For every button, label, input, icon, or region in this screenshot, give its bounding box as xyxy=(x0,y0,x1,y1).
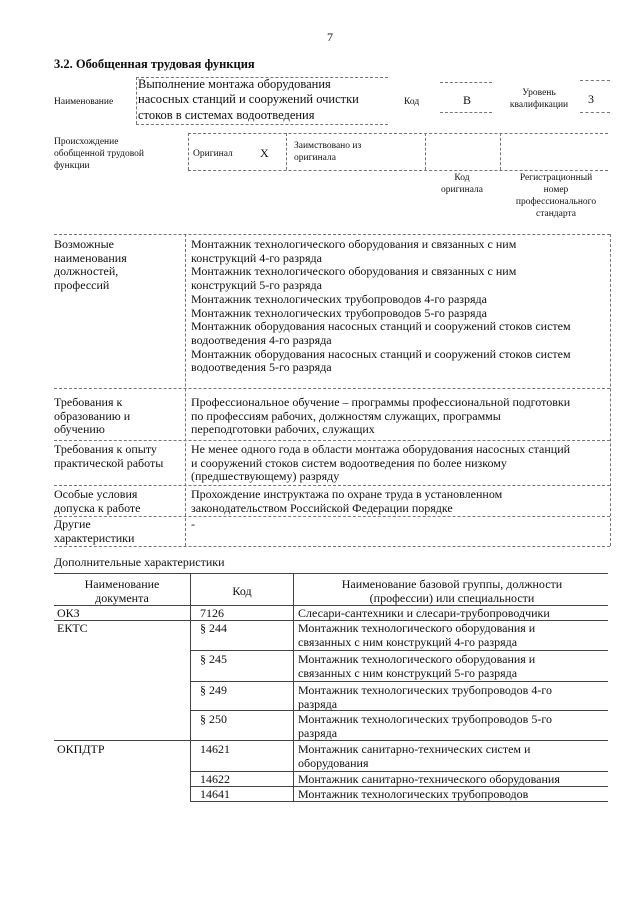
level-box-bottom xyxy=(580,112,610,113)
code-box-top xyxy=(440,82,492,83)
origin-box-top xyxy=(188,133,608,134)
attr-value-line: Прохождение инструктажа по охране труда в установленном xyxy=(191,487,503,501)
add-row-border xyxy=(190,710,608,711)
origin-label xyxy=(54,136,144,172)
attr-row-border xyxy=(54,440,610,441)
section-title: 3.2. Обобщенная трудовая функция xyxy=(54,57,255,71)
table-row-name-line: разряда xyxy=(298,726,338,740)
table-row-doc: ОКПДТР xyxy=(57,742,105,756)
level-value: 3 xyxy=(588,92,594,106)
table-row-name-line: разряда xyxy=(298,697,338,711)
col-name-header-line: Наименование базовой группы, должности xyxy=(341,577,563,591)
attr-top-border xyxy=(54,234,610,235)
name-box-left xyxy=(136,77,137,124)
borrowed-label xyxy=(294,140,361,164)
attr-label-experience xyxy=(54,443,182,470)
attr-label-positions xyxy=(54,238,182,292)
table-row-code: 14622 xyxy=(200,772,230,786)
col-code-header: Код xyxy=(232,584,252,598)
attr-value-conditions xyxy=(191,488,609,515)
origin-divider xyxy=(188,133,189,170)
table-row-name xyxy=(298,787,608,801)
table-row-name xyxy=(298,621,608,649)
table-row-code: 7126 xyxy=(200,606,224,620)
function-name-line: стоков в системах водоотведения xyxy=(138,107,315,122)
attr-value-line: Монтажник технологического оборудования и связанных с ним xyxy=(191,264,517,279)
code-label: Код xyxy=(404,97,420,107)
attr-value-line: по профессиям рабочих, должностям служащих, программы xyxy=(191,408,501,423)
attr-label-line: Другие xyxy=(54,517,91,531)
origin-label-line: функции xyxy=(54,161,90,171)
attr-value-line: переподготовки рабочих, служащих xyxy=(191,422,375,437)
origin-divider xyxy=(286,133,287,170)
attr-label-line: должностей, xyxy=(54,264,119,278)
reg-number-line: стандарта xyxy=(536,209,576,219)
attr-label-line: Особые условия xyxy=(54,487,138,501)
borrowed-label-line: оригинала xyxy=(294,153,336,163)
attr-label-conditions xyxy=(54,488,182,515)
add-bottom-border xyxy=(190,801,608,802)
table-row-code: § 245 xyxy=(200,652,227,666)
table-row-code: § 244 xyxy=(200,621,227,635)
origin-divider xyxy=(500,133,501,170)
name-box-bottom xyxy=(136,124,388,125)
table-row-doc: ЕКТС xyxy=(57,621,88,635)
attr-value-line: Монтажник технологического оборудования и связанных с ним xyxy=(191,237,517,251)
table-row-name-line: связанных с ним конструкций 4-го разряда xyxy=(298,635,518,649)
add-col-divider xyxy=(190,573,191,801)
attr-value-line: водоотведения 5-го разряда xyxy=(191,360,332,375)
table-row-code: 14641 xyxy=(200,787,230,801)
col-doc-header-line: Наименование xyxy=(84,577,160,591)
table-row-name-line: Слесари-сантехники и слесари-трубопроводчики xyxy=(298,606,550,620)
table-row-name-line: Монтажник санитарно-технического оборудования xyxy=(298,772,560,786)
attr-label-line: образованию и xyxy=(54,408,131,423)
page-number: 7 xyxy=(327,30,333,44)
attr-bottom-border xyxy=(54,546,610,547)
code-original-label xyxy=(428,172,496,196)
table-row-name xyxy=(298,683,608,711)
table-row-name-line: Монтажник технологического оборудования и xyxy=(298,621,536,635)
attr-label-line: Возможные xyxy=(54,237,114,251)
additional-title: Дополнительные характеристики xyxy=(54,555,225,569)
table-row-code: § 250 xyxy=(200,712,227,726)
table-row-name-line: Монтажник технологических трубопроводов 4-го xyxy=(298,683,552,697)
attr-row-border xyxy=(54,388,610,389)
attr-label-line: Требования к опыту xyxy=(54,442,157,456)
table-row-name-line: связанных с ним конструкций 5-го разряда xyxy=(298,666,518,680)
attr-value-line: Монтажник оборудования насосных станций и сооружений стоков систем xyxy=(191,346,571,361)
attr-value-positions xyxy=(191,238,609,375)
table-row-name xyxy=(298,742,608,770)
original-mark: Х xyxy=(260,146,269,160)
col-doc-header xyxy=(56,577,188,605)
table-row-name xyxy=(298,606,608,620)
level-label xyxy=(498,87,580,111)
add-row-border xyxy=(190,681,608,682)
col-doc-header-line: документа xyxy=(95,591,149,605)
table-row-name xyxy=(298,772,608,786)
name-label: Наименование xyxy=(54,97,114,107)
code-original-line: оригинала xyxy=(441,185,483,195)
attr-label-line: обучению xyxy=(54,422,105,436)
table-row-name-line: Монтажник санитарно-технических систем и xyxy=(298,742,531,756)
col-name-header-line: (профессии) или специальности xyxy=(369,591,535,605)
attr-value-line: и сооружений стоков систем водоотведения по более низкому xyxy=(191,455,507,470)
attr-label-line: Требования к xyxy=(54,395,123,409)
attr-value-line: законодательством Российской Федерации порядке xyxy=(191,500,453,515)
reg-number-line: номер xyxy=(543,185,569,195)
attr-label-line: наименования xyxy=(54,250,127,265)
level-label-line: квалификации xyxy=(509,100,569,110)
table-row-name-line: Монтажник технологических трубопроводов xyxy=(298,787,529,801)
origin-box-bottom xyxy=(188,170,608,171)
attr-value-line: Не менее одного года в области монтажа оборудования насосных станций xyxy=(191,442,571,456)
attr-value-line: - xyxy=(191,517,195,531)
code-value: В xyxy=(462,93,471,107)
code-original-line: Код xyxy=(454,173,470,183)
borrowed-label-line: Заимствовано из xyxy=(294,141,362,151)
attr-value-line: Монтажник оборудования насосных станций и сооружений стоков систем xyxy=(191,319,571,334)
attr-label-line: допуска к работе xyxy=(54,500,141,515)
attr-value-line: водоотведения 4-го разряда xyxy=(191,332,332,347)
origin-label-line: Происхождение xyxy=(54,137,119,147)
origin-label-line: обобщенной трудовой xyxy=(54,149,144,159)
attr-label-education xyxy=(54,396,182,437)
attr-label-line: профессий xyxy=(54,277,110,292)
attr-value-line: Профессиональное обучение – программы профессиональной подготовки xyxy=(191,395,571,409)
attr-label-line: практической работы xyxy=(54,455,164,470)
function-name-line: Выполнение монтажа оборудования xyxy=(138,77,331,91)
attr-value-other xyxy=(191,518,609,532)
function-name-line: насосных станций и сооружений очистки xyxy=(138,92,359,107)
attr-value-line: (предшествующему) разряду xyxy=(191,469,340,484)
attr-label-line: характеристики xyxy=(54,530,135,545)
reg-number-label xyxy=(503,172,609,220)
origin-divider xyxy=(425,133,426,170)
add-row-border xyxy=(190,650,608,651)
table-row-name-line: Монтажник технологических трубопроводов 5-го xyxy=(298,712,552,726)
reg-number-line: профессионального xyxy=(515,197,597,207)
attr-value-experience xyxy=(191,443,609,484)
add-row-border xyxy=(54,740,608,741)
table-row-doc: ОКЗ xyxy=(57,606,80,620)
attr-value-line: конструкций 4-го разряда xyxy=(191,250,322,265)
function-name xyxy=(138,77,378,123)
original-label: Оригинал xyxy=(193,149,233,159)
table-row-code: § 249 xyxy=(200,683,227,697)
name-box-top xyxy=(136,77,388,78)
attr-value-line: Монтажник технологических трубопроводов 4-го разряда xyxy=(191,291,487,306)
table-row-name xyxy=(298,652,608,680)
table-row-name-line: оборудования xyxy=(298,756,369,770)
attr-row-border xyxy=(54,516,610,517)
table-row-name-line: Монтажник технологического оборудования и xyxy=(298,652,536,666)
code-box-bottom xyxy=(440,112,492,113)
reg-number-line: Регистрационный xyxy=(519,173,593,183)
attr-right-border xyxy=(610,234,611,546)
level-box-top xyxy=(580,80,610,81)
table-row-name xyxy=(298,712,608,740)
table-row-code: 14621 xyxy=(200,742,230,756)
attr-value-line: Монтажник технологических трубопроводов 5-го разряда xyxy=(191,305,487,320)
level-label-line: Уровень xyxy=(522,88,556,98)
add-top-border xyxy=(54,573,608,574)
col-name-header xyxy=(296,577,608,605)
attr-column-divider xyxy=(185,234,186,546)
add-col-divider xyxy=(293,573,294,801)
attr-value-education xyxy=(191,396,609,437)
attr-value-line: конструкций 5-го разряда xyxy=(191,278,322,293)
attr-row-border xyxy=(54,485,610,486)
attr-label-other xyxy=(54,518,182,545)
